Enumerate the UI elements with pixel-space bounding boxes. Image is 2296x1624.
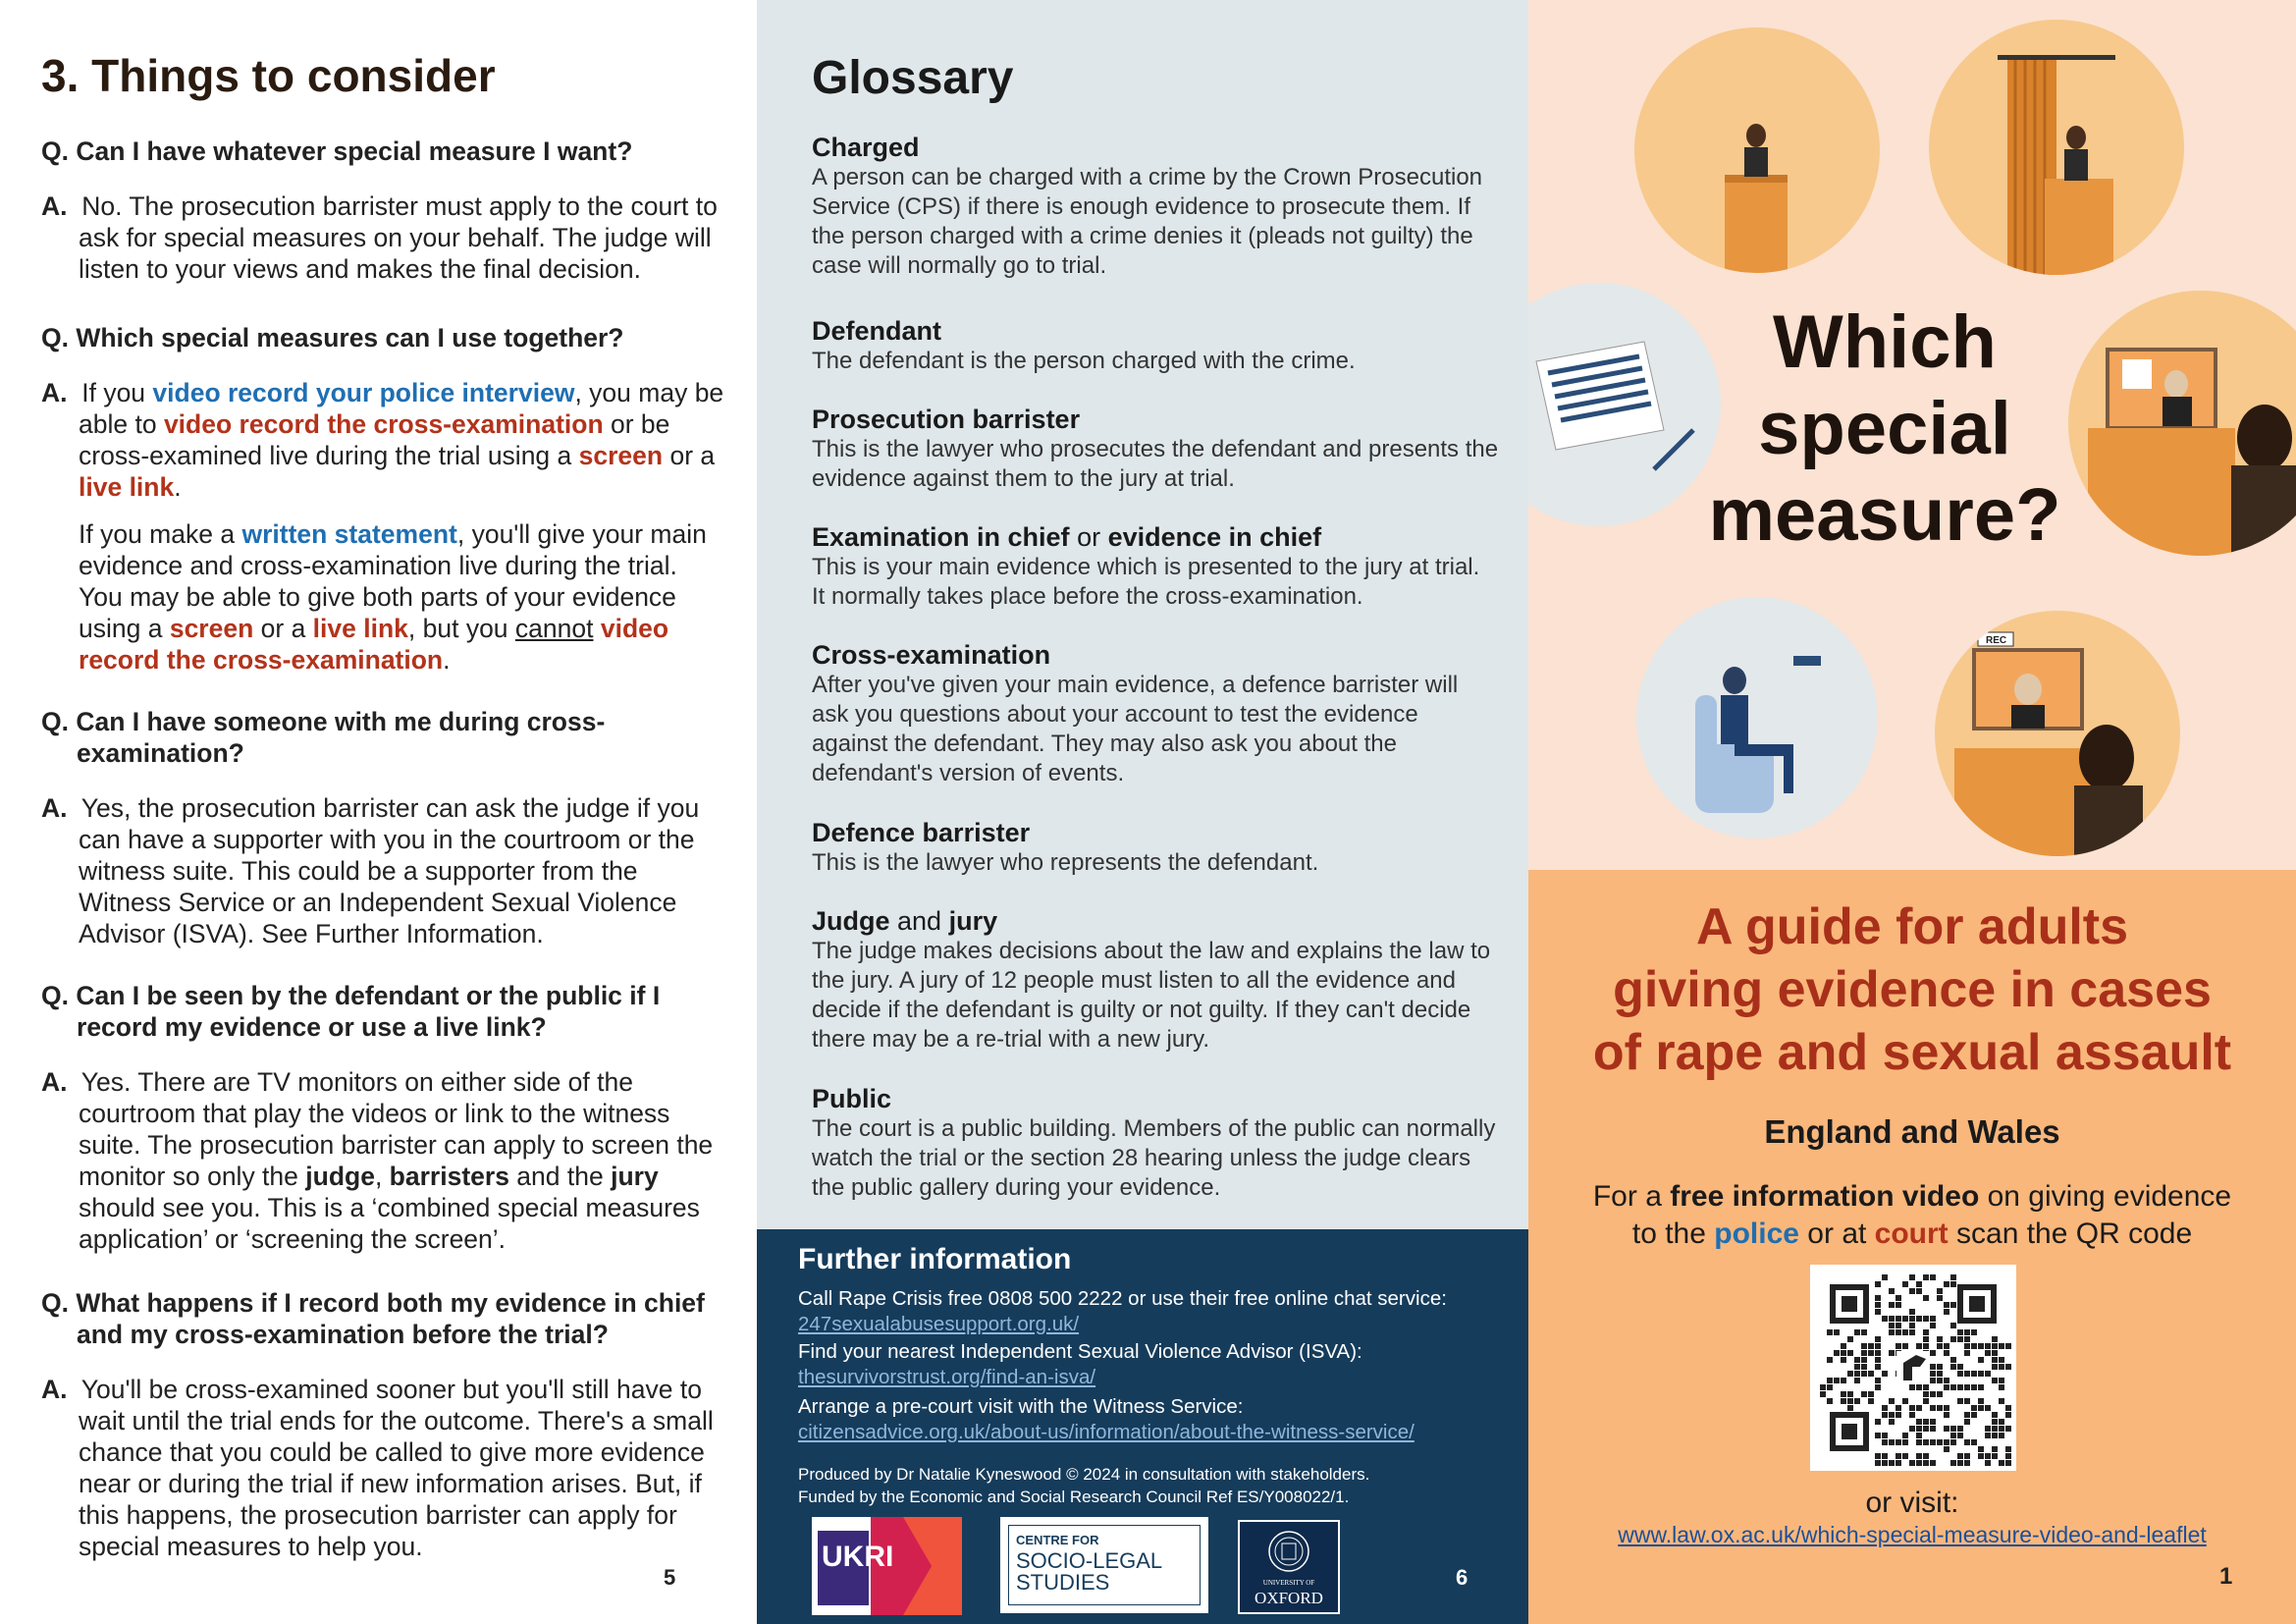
- witness-service-info: Arrange a pre-court visit with the Witness Service: citizensadvice.org.uk/about-us/information/about-the-witness-service/: [798, 1395, 1415, 1443]
- isva-info: Find your nearest Independent Sexual Violence Advisor (ISVA): thesurvivorstrust.org/find-an-isva/: [798, 1340, 1362, 1388]
- svg-text:UKRI: UKRI: [822, 1541, 894, 1573]
- answer-1: A. No. The prosecution barrister must apply to the court to ask for special measures on your behalf. The judge will listen to your views and makes the final decision.: [41, 191, 718, 284]
- page-6-panel: [757, 0, 1528, 1624]
- glossary-entry-cross-examination: Cross-examination After you've given your main evidence, a defence barrister will ask you questions about your account to test the evidence against the defendant. They may also ask you about the defendant's version of events.: [812, 640, 1459, 786]
- rape-crisis-link[interactable]: 247sexualabusesupport.org.uk/: [798, 1313, 1080, 1335]
- cover-panel: [1528, 0, 2296, 1624]
- answer-3: A. Yes, the prosecution barrister can ask the judge if you can have a supporter with you in the courtroom or the witness suite. This could be a supporter from the Witness Service or an Independent Sexual Violence Advisor (ISVA). See Further Information.: [41, 793, 700, 948]
- glossary-entry-public: Public The court is a public building. Members of the public can normally watch the trial or the section 28 hearing unless the judge clears the public gallery during your evidence.: [812, 1084, 1496, 1201]
- oxford-logo: UNIVERSITY OF OXFORD: [1238, 1520, 1340, 1614]
- answer-2-para-2: If you make a written statement, you'll give your main evidence and cross-examination live during the trial. You may be able to give both parts of your evidence using a screen or a live link, but you cannot video record the cross-examination.: [79, 519, 707, 675]
- glossary-entry-charged: Charged A person can be charged with a crime by the Crown Prosecution Service (CPS) if there is enough evidence to prosecute them. If the person charged with a crime denies it (pleads not guilty) the case will normally go to trial.: [812, 133, 1483, 279]
- or-visit-label: or visit:: [1865, 1487, 1959, 1519]
- cover-info-band: [1528, 870, 2296, 1624]
- glossary-entry-defendant: Defendant The defendant is the person charged with the crime.: [812, 316, 1356, 374]
- answer-2: A. If you video record your police interview, you may be able to video record the cross-examination or be cross-examined live during the trial using a screen or a live link.: [41, 378, 724, 502]
- qa-block-2: [41, 322, 727, 676]
- cover-title: Which special measure?: [1708, 300, 2061, 557]
- rape-crisis-info: Call Rape Crisis free 0808 500 2222 or use their free online chat service: 247sexualabusesupport.org.uk/: [798, 1287, 1447, 1335]
- glossary-entry-prosecution-barrister: Prosecution barrister This is the lawyer who prosecutes the defendant and presents the evidence against them to the jury at trial.: [812, 405, 1499, 492]
- page-number-1: 1: [2219, 1563, 2233, 1590]
- answer-5: A. You'll be cross-examined sooner but you'll still have to wait until the trial ends for the outcome. There's a small chance that you could be called to give more evidence near or during the trial if new information arises. But, if this happens, the prosecution barrister can apply for special measures to help you.: [41, 1375, 714, 1561]
- podium-illustration: [1634, 27, 1880, 273]
- things-to-consider-heading: 3. Things to consider: [41, 50, 496, 101]
- answer-4: A. Yes. There are TV monitors on either side of the courtroom that play the videos or link to the witness suite. The prosecution barrister can apply to screen the monitor so only the judge, barristers and the jury should see you. This is a ‘combined special measures application’ or ‘screening the screen’.: [41, 1067, 714, 1254]
- cannot-underlined: cannot: [514, 614, 594, 643]
- qr-code[interactable]: [1810, 1265, 2016, 1471]
- question-5: Q. What happens if I record both my evidence in chief and my cross-examination before the trial?: [41, 1288, 705, 1349]
- glossary-entry-examination-in-chief: Examination in chief or evidence in chief This is your main evidence which is presented to the jury at trial. It normally takes place before the cross-examination.: [812, 522, 1480, 610]
- glossary-heading: Glossary: [812, 52, 1014, 104]
- isva-link[interactable]: thesurvivorstrust.org/find-an-isva/: [798, 1366, 1096, 1388]
- video-leaflet-url[interactable]: www.law.ox.ac.uk/which-special-measure-video-and-leaflet: [1618, 1522, 2207, 1547]
- credits: Produced by Dr Natalie Kyneswood © 2024 in consultation with stakeholders. Funded by the Economic and Social Research Council Ref ES/Y008022/1.: [798, 1465, 1370, 1506]
- rec-indicator: REC: [1986, 635, 2007, 646]
- witness-service-link[interactable]: citizensadvice.org.uk/about-us/information/about-the-witness-service/: [798, 1421, 1415, 1443]
- screen-term: screen: [578, 441, 664, 470]
- qa-block-1: [41, 135, 727, 285]
- further-information-box: [757, 1229, 1528, 1624]
- video-record-cross-examination-term: video record the cross-examination: [163, 409, 604, 439]
- recorded-link-illustration: [1935, 611, 2180, 856]
- page-5-panel: [0, 0, 757, 1624]
- free-video-text: For a free information video on giving evidence to the police or at court scan the QR code: [1592, 1180, 2232, 1250]
- region-label: England and Wales: [1764, 1113, 2060, 1150]
- glossary-entry-defence-barrister: Defence barrister This is the lawyer who represents the defendant.: [812, 818, 1319, 876]
- glossary-entry-judge-and-jury: Judge and jury The judge makes decisions about the law and explains the law to the jury. A jury of 12 people must listen to all the evidence and decide if the defendant is guilty or not guilty. If they can't decide there may be a re-trial with a new jury.: [812, 906, 1491, 1053]
- page-number-5: 5: [664, 1565, 676, 1590]
- ukri-logo: [812, 1517, 962, 1615]
- question-1: Q. Can I have whatever special measure I want?: [41, 136, 633, 166]
- question-2: Q. Which special measures can I use together?: [41, 323, 624, 352]
- written-statement-term: written statement: [241, 519, 457, 549]
- live-link-illustration: [2068, 291, 2296, 556]
- video-record-police-interview-term: video record your police interview: [152, 378, 575, 407]
- question-3: Q. Can I have someone with me during cross-examination?: [41, 707, 606, 768]
- live-link-term: live link: [79, 472, 175, 502]
- written-statement-illustration: [1528, 283, 1721, 526]
- guide-subtitle: A guide for adults giving evidence in cases of rape and sexual assault: [1592, 898, 2232, 1081]
- page-number-6: 6: [1456, 1565, 1468, 1590]
- further-information-heading: Further information: [798, 1243, 1072, 1275]
- curtain-podium-illustration: [1929, 20, 2184, 275]
- witness-room-illustration: [1636, 597, 1878, 839]
- qa-block-5: [41, 1287, 727, 1562]
- qa-block-3: [41, 706, 727, 949]
- socio-legal-studies-logo: CENTRE FOR SOCIO-LEGAL STUDIES: [1000, 1517, 1208, 1613]
- qa-block-4: [41, 980, 727, 1255]
- question-4: Q. Can I be seen by the defendant or the public if I record my evidence or use a live link?: [41, 981, 661, 1042]
